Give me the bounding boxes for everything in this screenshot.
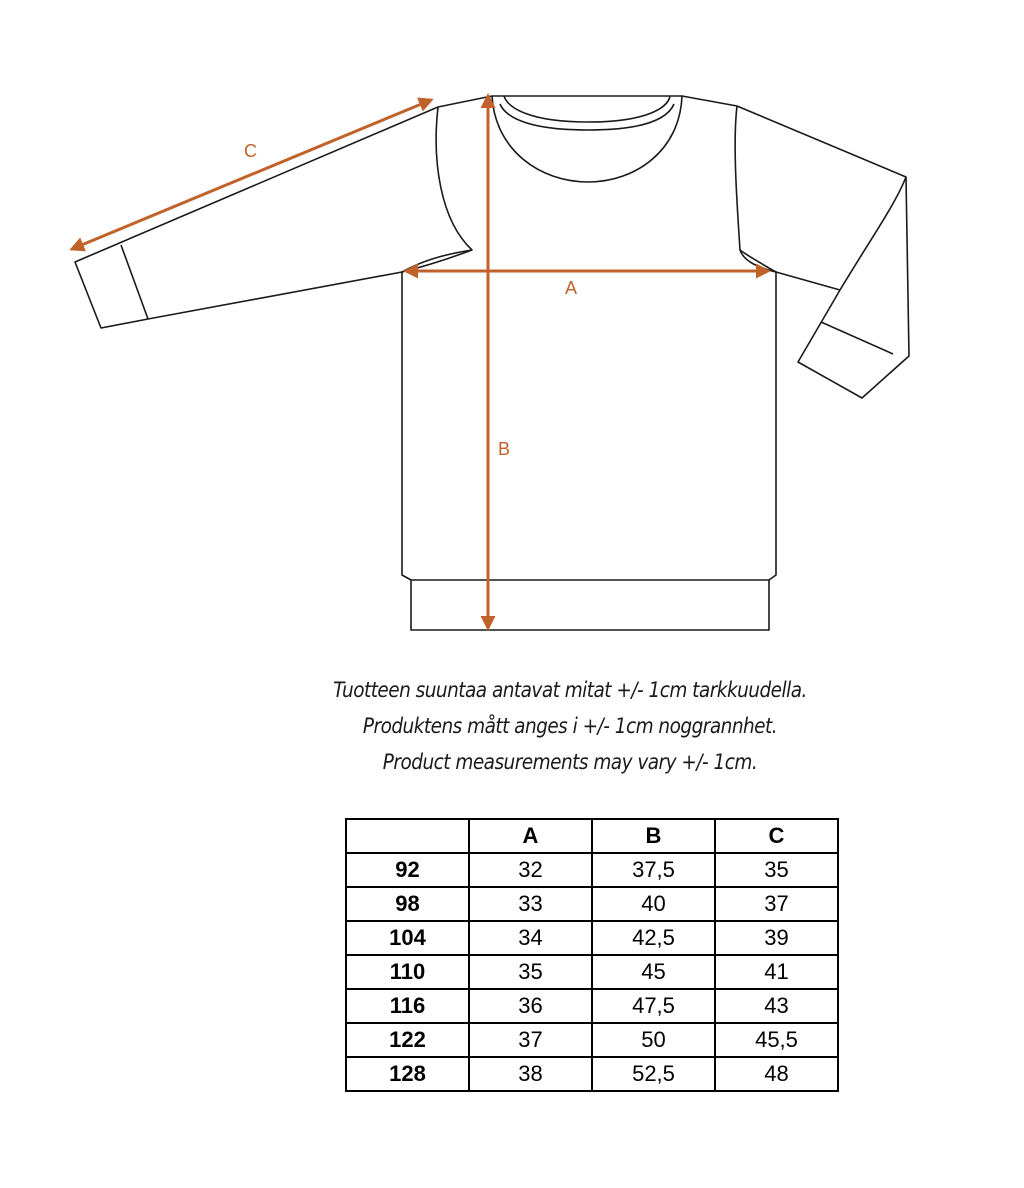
value-cell-a: 36 — [469, 989, 592, 1023]
value-cell-c: 39 — [715, 921, 838, 955]
measure-c-label: C — [244, 141, 257, 161]
value-cell-a: 37 — [469, 1023, 592, 1057]
table-row — [346, 887, 838, 921]
table-row — [346, 1057, 838, 1091]
value-cell-a: 33 — [469, 887, 592, 921]
value-cell-b: 47,5 — [592, 989, 715, 1023]
value-cell-a: 32 — [469, 853, 592, 887]
value-cell-c: 48 — [715, 1057, 838, 1091]
measurement-notes — [332, 672, 807, 780]
value-cell-b: 40 — [592, 887, 715, 921]
note-english: Product measurements may vary +/- 1cm. — [382, 750, 758, 774]
value-cell-c: 43 — [715, 989, 838, 1023]
value-cell-c: 45,5 — [715, 1023, 838, 1057]
value-cell-a: 35 — [469, 955, 592, 989]
value-cell-b: 42,5 — [592, 921, 715, 955]
measure-arrows — [72, 96, 768, 628]
value-cell-a: 34 — [469, 921, 592, 955]
value-cell-b: 45 — [592, 955, 715, 989]
header-cell-a: A — [469, 819, 592, 853]
size-cell: 122 — [346, 1023, 469, 1057]
table-row — [346, 955, 838, 989]
sweater-outline — [75, 96, 909, 630]
value-cell-c: 37 — [715, 887, 838, 921]
size-cell: 104 — [346, 921, 469, 955]
measure-b-label: B — [498, 439, 511, 459]
header-cell-b: B — [592, 819, 715, 853]
size-cell: 110 — [346, 955, 469, 989]
size-cell: 128 — [346, 1057, 469, 1091]
value-cell-c: 35 — [715, 853, 838, 887]
value-cell-b: 37,5 — [592, 853, 715, 887]
note-finnish: Tuotteen suuntaa antavat mitat +/- 1cm tarkkuudella. — [333, 678, 807, 702]
table-row — [346, 921, 838, 955]
value-cell-a: 38 — [469, 1057, 592, 1091]
value-cell-b: 52,5 — [592, 1057, 715, 1091]
header-cell-c: C — [715, 819, 838, 853]
table-row — [346, 989, 838, 1023]
value-cell-c: 41 — [715, 955, 838, 989]
table-row — [346, 1023, 838, 1057]
measure-c-arrow — [72, 100, 431, 249]
size-cell: 92 — [346, 853, 469, 887]
measure-a-label: A — [565, 278, 578, 298]
value-cell-b: 50 — [592, 1023, 715, 1057]
size-cell: 116 — [346, 989, 469, 1023]
size-table — [345, 818, 839, 1092]
table-row — [346, 853, 838, 887]
header-cell-size — [346, 819, 469, 853]
size-cell: 98 — [346, 887, 469, 921]
table-header-row — [346, 819, 838, 853]
note-swedish: Produktens mått anges i +/- 1cm noggrannhet. — [362, 714, 778, 738]
